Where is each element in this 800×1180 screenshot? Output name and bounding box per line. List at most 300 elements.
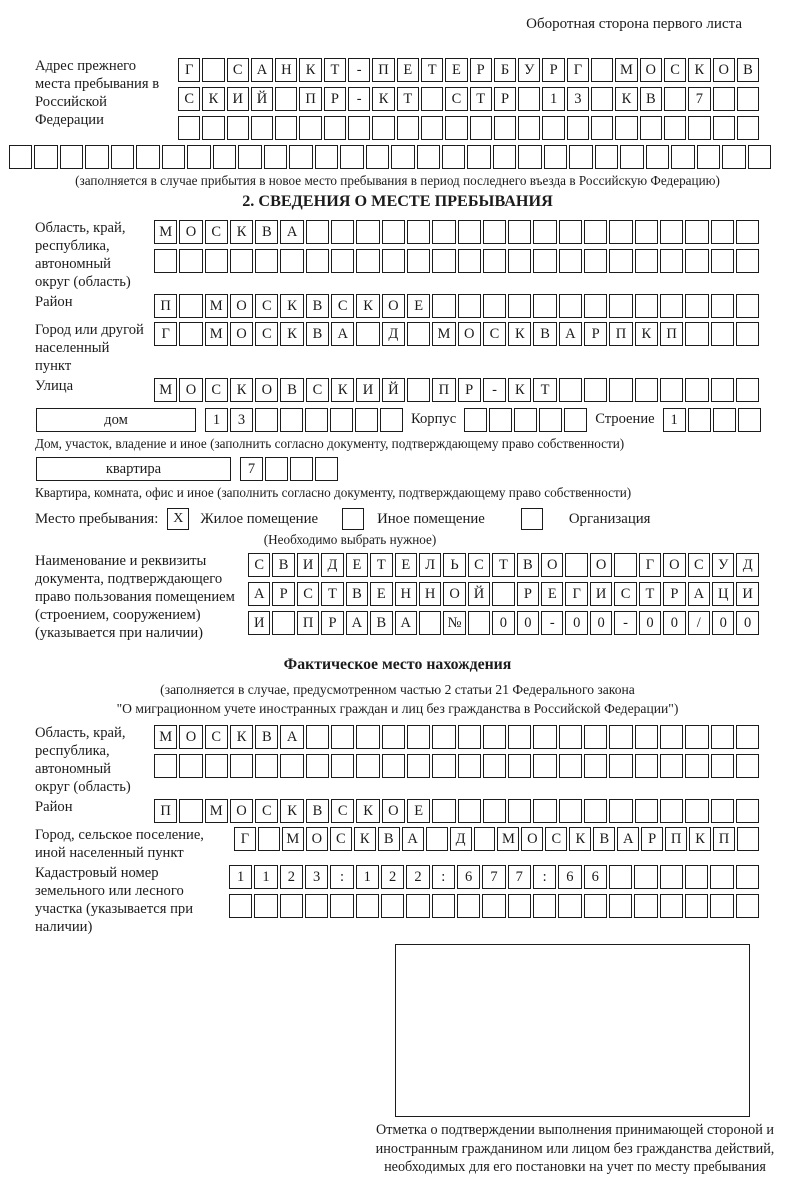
char-cell[interactable]: Г bbox=[639, 553, 661, 577]
char-cell[interactable] bbox=[458, 799, 481, 823]
char-cell[interactable]: К bbox=[230, 220, 253, 244]
char-cell[interactable] bbox=[419, 611, 441, 635]
char-cell[interactable]: У bbox=[518, 58, 540, 82]
char-cell[interactable]: Р bbox=[321, 611, 343, 635]
char-cell[interactable] bbox=[685, 894, 708, 918]
char-cell[interactable] bbox=[227, 116, 249, 140]
char-cell[interactable] bbox=[685, 799, 708, 823]
char-cell[interactable] bbox=[559, 378, 582, 402]
char-cell[interactable]: К bbox=[615, 87, 637, 111]
char-cell[interactable]: С bbox=[255, 322, 278, 346]
char-cell[interactable] bbox=[306, 249, 329, 273]
char-cell[interactable] bbox=[697, 145, 720, 169]
char-cell[interactable]: К bbox=[280, 322, 303, 346]
char-cell[interactable] bbox=[584, 799, 607, 823]
char-cell[interactable] bbox=[482, 894, 505, 918]
char-cell[interactable]: И bbox=[736, 582, 758, 606]
char-cell[interactable]: Т bbox=[421, 58, 443, 82]
char-cell[interactable] bbox=[635, 725, 658, 749]
char-cell[interactable] bbox=[382, 249, 405, 273]
char-cell[interactable]: М bbox=[205, 322, 228, 346]
char-cell[interactable]: Т bbox=[639, 582, 661, 606]
char-cell[interactable] bbox=[609, 378, 632, 402]
char-cell[interactable] bbox=[306, 220, 329, 244]
char-cell[interactable]: С bbox=[306, 378, 329, 402]
char-cell[interactable]: Т bbox=[321, 582, 343, 606]
char-cell[interactable] bbox=[458, 754, 481, 778]
char-cell[interactable] bbox=[458, 725, 481, 749]
char-cell[interactable] bbox=[688, 116, 710, 140]
char-cell[interactable]: 1 bbox=[254, 865, 277, 889]
char-cell[interactable]: Р bbox=[494, 87, 516, 111]
char-cell[interactable]: Ь bbox=[443, 553, 465, 577]
char-cell[interactable] bbox=[685, 220, 708, 244]
char-cell[interactable] bbox=[567, 116, 589, 140]
char-cell[interactable] bbox=[544, 145, 567, 169]
char-cell[interactable]: Л bbox=[419, 553, 441, 577]
char-cell[interactable] bbox=[483, 294, 506, 318]
char-cell[interactable]: В bbox=[255, 220, 278, 244]
char-cell[interactable] bbox=[635, 220, 658, 244]
char-cell[interactable] bbox=[685, 725, 708, 749]
char-cell[interactable]: 2 bbox=[381, 865, 404, 889]
char-cell[interactable] bbox=[518, 145, 541, 169]
char-cell[interactable]: В bbox=[306, 322, 329, 346]
char-cell[interactable]: 2 bbox=[406, 865, 429, 889]
char-cell[interactable]: С bbox=[205, 220, 228, 244]
char-cell[interactable] bbox=[620, 145, 643, 169]
char-cell[interactable] bbox=[559, 754, 582, 778]
char-cell[interactable] bbox=[685, 378, 708, 402]
char-cell[interactable] bbox=[518, 87, 540, 111]
char-cell[interactable] bbox=[685, 322, 708, 346]
char-cell[interactable]: Т bbox=[324, 58, 346, 82]
char-cell[interactable] bbox=[60, 145, 83, 169]
char-cell[interactable] bbox=[179, 322, 202, 346]
char-cell[interactable]: С bbox=[255, 799, 278, 823]
char-cell[interactable]: - bbox=[483, 378, 506, 402]
char-cell[interactable] bbox=[407, 220, 430, 244]
char-cell[interactable] bbox=[736, 378, 759, 402]
char-cell[interactable]: 0 bbox=[663, 611, 685, 635]
char-cell[interactable]: Н bbox=[419, 582, 441, 606]
char-cell[interactable] bbox=[737, 87, 759, 111]
char-cell[interactable]: О bbox=[179, 725, 202, 749]
char-cell[interactable] bbox=[736, 725, 759, 749]
char-cell[interactable] bbox=[289, 145, 312, 169]
char-cell[interactable]: 3 bbox=[567, 87, 589, 111]
char-cell[interactable]: 0 bbox=[517, 611, 539, 635]
char-cell[interactable]: М bbox=[154, 220, 177, 244]
char-cell[interactable] bbox=[664, 116, 686, 140]
char-cell[interactable]: В bbox=[593, 827, 615, 851]
char-cell[interactable] bbox=[514, 408, 537, 432]
char-cell[interactable] bbox=[264, 145, 287, 169]
char-cell[interactable] bbox=[205, 754, 228, 778]
char-cell[interactable] bbox=[382, 220, 405, 244]
char-cell[interactable]: Р bbox=[517, 582, 539, 606]
char-cell[interactable] bbox=[559, 725, 582, 749]
char-cell[interactable]: А bbox=[395, 611, 417, 635]
char-cell[interactable] bbox=[736, 865, 759, 889]
char-cell[interactable] bbox=[179, 799, 202, 823]
char-cell[interactable]: А bbox=[402, 827, 424, 851]
char-cell[interactable] bbox=[179, 294, 202, 318]
char-cell[interactable]: П bbox=[665, 827, 687, 851]
char-cell[interactable]: С bbox=[205, 378, 228, 402]
char-cell[interactable]: В bbox=[370, 611, 392, 635]
char-cell[interactable] bbox=[397, 116, 419, 140]
char-cell[interactable]: 1 bbox=[542, 87, 564, 111]
char-cell[interactable] bbox=[559, 220, 582, 244]
char-cell[interactable] bbox=[711, 249, 734, 273]
char-cell[interactable] bbox=[202, 116, 224, 140]
char-cell[interactable] bbox=[559, 249, 582, 273]
char-cell[interactable] bbox=[660, 865, 683, 889]
char-cell[interactable] bbox=[255, 408, 278, 432]
char-cell[interactable]: Е bbox=[397, 58, 419, 82]
char-cell[interactable]: Т bbox=[470, 87, 492, 111]
char-cell[interactable] bbox=[736, 799, 759, 823]
char-cell[interactable] bbox=[372, 116, 394, 140]
char-cell[interactable] bbox=[340, 145, 363, 169]
char-cell[interactable] bbox=[136, 145, 159, 169]
char-cell[interactable] bbox=[34, 145, 57, 169]
char-cell[interactable] bbox=[584, 294, 607, 318]
char-cell[interactable]: А bbox=[617, 827, 639, 851]
char-cell[interactable] bbox=[685, 754, 708, 778]
char-cell[interactable] bbox=[584, 725, 607, 749]
char-cell[interactable]: Б bbox=[494, 58, 516, 82]
char-cell[interactable] bbox=[9, 145, 32, 169]
char-cell[interactable]: 1 bbox=[663, 408, 686, 432]
char-cell[interactable] bbox=[457, 894, 480, 918]
char-cell[interactable]: - bbox=[348, 58, 370, 82]
char-cell[interactable]: Н bbox=[395, 582, 417, 606]
char-cell[interactable] bbox=[356, 220, 379, 244]
char-cell[interactable]: Т bbox=[492, 553, 514, 577]
char-cell[interactable] bbox=[736, 220, 759, 244]
char-cell[interactable] bbox=[470, 116, 492, 140]
char-cell[interactable] bbox=[591, 116, 613, 140]
char-cell[interactable] bbox=[738, 408, 761, 432]
char-cell[interactable]: Е bbox=[407, 294, 430, 318]
char-cell[interactable]: Ц bbox=[712, 582, 734, 606]
char-cell[interactable] bbox=[464, 408, 487, 432]
char-cell[interactable]: С bbox=[483, 322, 506, 346]
char-cell[interactable]: Е bbox=[395, 553, 417, 577]
char-cell[interactable]: Т bbox=[397, 87, 419, 111]
char-cell[interactable] bbox=[417, 145, 440, 169]
char-cell[interactable]: О bbox=[521, 827, 543, 851]
char-cell[interactable]: О bbox=[179, 220, 202, 244]
char-cell[interactable]: И bbox=[248, 611, 270, 635]
char-cell[interactable]: П bbox=[609, 322, 632, 346]
char-cell[interactable] bbox=[736, 754, 759, 778]
char-cell[interactable] bbox=[492, 582, 514, 606]
char-cell[interactable] bbox=[609, 725, 632, 749]
char-cell[interactable]: 7 bbox=[240, 457, 263, 481]
char-cell[interactable] bbox=[280, 408, 303, 432]
char-cell[interactable]: Е bbox=[346, 553, 368, 577]
char-cell[interactable]: М bbox=[432, 322, 455, 346]
char-cell[interactable]: К bbox=[230, 378, 253, 402]
char-cell[interactable]: А bbox=[331, 322, 354, 346]
char-cell[interactable]: С bbox=[545, 827, 567, 851]
char-cell[interactable]: А bbox=[688, 582, 710, 606]
char-cell[interactable]: Г bbox=[565, 582, 587, 606]
char-cell[interactable] bbox=[635, 249, 658, 273]
char-cell[interactable] bbox=[305, 894, 328, 918]
char-cell[interactable] bbox=[331, 754, 354, 778]
char-cell[interactable]: В bbox=[306, 294, 329, 318]
char-cell[interactable] bbox=[421, 116, 443, 140]
char-cell[interactable] bbox=[609, 220, 632, 244]
char-cell[interactable] bbox=[251, 116, 273, 140]
char-cell[interactable] bbox=[187, 145, 210, 169]
char-cell[interactable] bbox=[609, 894, 632, 918]
char-cell[interactable]: К bbox=[280, 799, 303, 823]
char-cell[interactable] bbox=[255, 249, 278, 273]
char-cell[interactable] bbox=[306, 725, 329, 749]
char-cell[interactable]: 6 bbox=[558, 865, 581, 889]
char-cell[interactable] bbox=[275, 116, 297, 140]
char-cell[interactable]: 0 bbox=[736, 611, 758, 635]
char-cell[interactable] bbox=[483, 754, 506, 778]
char-cell[interactable] bbox=[711, 322, 734, 346]
char-cell[interactable] bbox=[280, 754, 303, 778]
char-cell[interactable]: В bbox=[737, 58, 759, 82]
char-cell[interactable] bbox=[432, 894, 455, 918]
checkbox-organization[interactable] bbox=[521, 508, 543, 530]
char-cell[interactable]: А bbox=[248, 582, 270, 606]
char-cell[interactable] bbox=[432, 249, 455, 273]
char-cell[interactable] bbox=[315, 145, 338, 169]
char-cell[interactable] bbox=[737, 116, 759, 140]
char-cell[interactable]: С bbox=[331, 294, 354, 318]
char-cell[interactable] bbox=[407, 322, 430, 346]
char-cell[interactable]: К bbox=[635, 322, 658, 346]
char-cell[interactable]: О bbox=[713, 58, 735, 82]
char-cell[interactable]: С bbox=[614, 582, 636, 606]
char-cell[interactable] bbox=[508, 894, 531, 918]
char-cell[interactable] bbox=[685, 294, 708, 318]
char-cell[interactable] bbox=[265, 457, 288, 481]
char-cell[interactable]: О bbox=[443, 582, 465, 606]
char-cell[interactable] bbox=[458, 249, 481, 273]
char-cell[interactable] bbox=[356, 894, 379, 918]
char-cell[interactable]: К bbox=[299, 58, 321, 82]
char-cell[interactable] bbox=[407, 378, 430, 402]
char-cell[interactable]: О bbox=[541, 553, 563, 577]
char-cell[interactable]: П bbox=[297, 611, 319, 635]
char-cell[interactable] bbox=[356, 754, 379, 778]
char-cell[interactable]: - bbox=[614, 611, 636, 635]
char-cell[interactable] bbox=[306, 754, 329, 778]
char-cell[interactable]: - bbox=[348, 87, 370, 111]
char-cell[interactable] bbox=[299, 116, 321, 140]
char-cell[interactable]: В bbox=[378, 827, 400, 851]
char-cell[interactable] bbox=[202, 58, 224, 82]
char-cell[interactable] bbox=[489, 408, 512, 432]
char-cell[interactable] bbox=[330, 894, 353, 918]
char-cell[interactable]: К bbox=[372, 87, 394, 111]
char-cell[interactable] bbox=[559, 799, 582, 823]
char-cell[interactable]: В bbox=[255, 725, 278, 749]
char-cell[interactable]: Й bbox=[382, 378, 405, 402]
char-cell[interactable] bbox=[660, 799, 683, 823]
char-cell[interactable] bbox=[280, 249, 303, 273]
char-cell[interactable] bbox=[565, 553, 587, 577]
char-cell[interactable] bbox=[539, 408, 562, 432]
char-cell[interactable] bbox=[564, 408, 587, 432]
char-cell[interactable]: К bbox=[356, 294, 379, 318]
char-cell[interactable]: Т bbox=[370, 553, 392, 577]
char-cell[interactable]: В bbox=[306, 799, 329, 823]
char-cell[interactable]: Г bbox=[234, 827, 256, 851]
char-cell[interactable]: 0 bbox=[492, 611, 514, 635]
char-cell[interactable]: Е bbox=[541, 582, 563, 606]
char-cell[interactable] bbox=[533, 799, 556, 823]
char-cell[interactable] bbox=[275, 87, 297, 111]
char-cell[interactable] bbox=[348, 116, 370, 140]
char-cell[interactable] bbox=[711, 220, 734, 244]
char-cell[interactable]: К bbox=[230, 725, 253, 749]
char-cell[interactable] bbox=[508, 799, 531, 823]
char-cell[interactable]: / bbox=[688, 611, 710, 635]
char-cell[interactable] bbox=[542, 116, 564, 140]
char-cell[interactable]: О bbox=[255, 378, 278, 402]
char-cell[interactable] bbox=[111, 145, 134, 169]
char-cell[interactable]: Р bbox=[584, 322, 607, 346]
char-cell[interactable] bbox=[407, 249, 430, 273]
char-cell[interactable] bbox=[660, 294, 683, 318]
char-cell[interactable] bbox=[162, 145, 185, 169]
char-cell[interactable]: В bbox=[346, 582, 368, 606]
char-cell[interactable] bbox=[179, 249, 202, 273]
char-cell[interactable]: А bbox=[346, 611, 368, 635]
char-cell[interactable]: Р bbox=[663, 582, 685, 606]
char-cell[interactable] bbox=[736, 294, 759, 318]
char-cell[interactable] bbox=[432, 294, 455, 318]
char-cell[interactable] bbox=[533, 725, 556, 749]
char-cell[interactable] bbox=[569, 145, 592, 169]
char-cell[interactable] bbox=[407, 754, 430, 778]
char-cell[interactable] bbox=[591, 58, 613, 82]
char-cell[interactable] bbox=[584, 220, 607, 244]
char-cell[interactable]: М bbox=[497, 827, 519, 851]
char-cell[interactable]: 0 bbox=[590, 611, 612, 635]
char-cell[interactable] bbox=[213, 145, 236, 169]
char-cell[interactable]: В bbox=[640, 87, 662, 111]
char-cell[interactable] bbox=[711, 799, 734, 823]
char-cell[interactable] bbox=[356, 322, 379, 346]
char-cell[interactable] bbox=[483, 799, 506, 823]
char-cell[interactable]: Р bbox=[324, 87, 346, 111]
checkbox-residential[interactable]: X bbox=[167, 508, 189, 530]
char-cell[interactable] bbox=[595, 145, 618, 169]
char-cell[interactable]: Р bbox=[470, 58, 492, 82]
char-cell[interactable]: О bbox=[230, 799, 253, 823]
char-cell[interactable]: О bbox=[382, 294, 405, 318]
char-cell[interactable]: 1 bbox=[205, 408, 228, 432]
char-cell[interactable] bbox=[493, 145, 516, 169]
char-cell[interactable]: К bbox=[689, 827, 711, 851]
char-cell[interactable] bbox=[533, 894, 556, 918]
char-cell[interactable] bbox=[330, 408, 353, 432]
char-cell[interactable] bbox=[382, 725, 405, 749]
char-cell[interactable]: К bbox=[202, 87, 224, 111]
char-cell[interactable]: В bbox=[272, 553, 294, 577]
char-cell[interactable] bbox=[85, 145, 108, 169]
char-cell[interactable]: И bbox=[227, 87, 249, 111]
char-cell[interactable] bbox=[711, 725, 734, 749]
char-cell[interactable]: П bbox=[372, 58, 394, 82]
char-cell[interactable] bbox=[290, 457, 313, 481]
char-cell[interactable] bbox=[468, 611, 490, 635]
char-cell[interactable]: Г bbox=[178, 58, 200, 82]
char-cell[interactable] bbox=[391, 145, 414, 169]
char-cell[interactable] bbox=[366, 145, 389, 169]
char-cell[interactable] bbox=[664, 87, 686, 111]
char-cell[interactable] bbox=[154, 249, 177, 273]
char-cell[interactable] bbox=[609, 249, 632, 273]
char-cell[interactable] bbox=[494, 116, 516, 140]
char-cell[interactable]: Н bbox=[275, 58, 297, 82]
char-cell[interactable] bbox=[331, 725, 354, 749]
char-cell[interactable]: Е bbox=[445, 58, 467, 82]
char-cell[interactable]: П bbox=[432, 378, 455, 402]
char-cell[interactable] bbox=[432, 799, 455, 823]
char-cell[interactable] bbox=[324, 116, 346, 140]
char-cell[interactable] bbox=[483, 249, 506, 273]
char-cell[interactable]: Г bbox=[154, 322, 177, 346]
char-cell[interactable]: Е bbox=[407, 799, 430, 823]
char-cell[interactable]: П bbox=[154, 799, 177, 823]
char-cell[interactable] bbox=[646, 145, 669, 169]
char-cell[interactable]: К bbox=[508, 322, 531, 346]
char-cell[interactable]: 1 bbox=[229, 865, 252, 889]
char-cell[interactable]: Р bbox=[458, 378, 481, 402]
char-cell[interactable]: М bbox=[205, 294, 228, 318]
char-cell[interactable] bbox=[710, 865, 733, 889]
char-cell[interactable] bbox=[518, 116, 540, 140]
char-cell[interactable]: С bbox=[178, 87, 200, 111]
char-cell[interactable]: О bbox=[306, 827, 328, 851]
char-cell[interactable] bbox=[584, 754, 607, 778]
char-cell[interactable] bbox=[713, 87, 735, 111]
char-cell[interactable]: Д bbox=[321, 553, 343, 577]
char-cell[interactable]: М bbox=[154, 378, 177, 402]
char-cell[interactable]: А bbox=[559, 322, 582, 346]
char-cell[interactable] bbox=[722, 145, 745, 169]
char-cell[interactable]: С bbox=[468, 553, 490, 577]
char-cell[interactable]: М bbox=[154, 725, 177, 749]
char-cell[interactable] bbox=[713, 408, 736, 432]
char-cell[interactable]: С bbox=[688, 553, 710, 577]
char-cell[interactable]: К bbox=[354, 827, 376, 851]
char-cell[interactable] bbox=[533, 249, 556, 273]
char-cell[interactable] bbox=[736, 322, 759, 346]
char-cell[interactable]: 0 bbox=[712, 611, 734, 635]
char-cell[interactable] bbox=[432, 220, 455, 244]
char-cell[interactable] bbox=[737, 827, 759, 851]
char-cell[interactable] bbox=[533, 294, 556, 318]
char-cell[interactable] bbox=[421, 87, 443, 111]
char-cell[interactable] bbox=[711, 378, 734, 402]
char-cell[interactable] bbox=[711, 294, 734, 318]
char-cell[interactable] bbox=[230, 754, 253, 778]
